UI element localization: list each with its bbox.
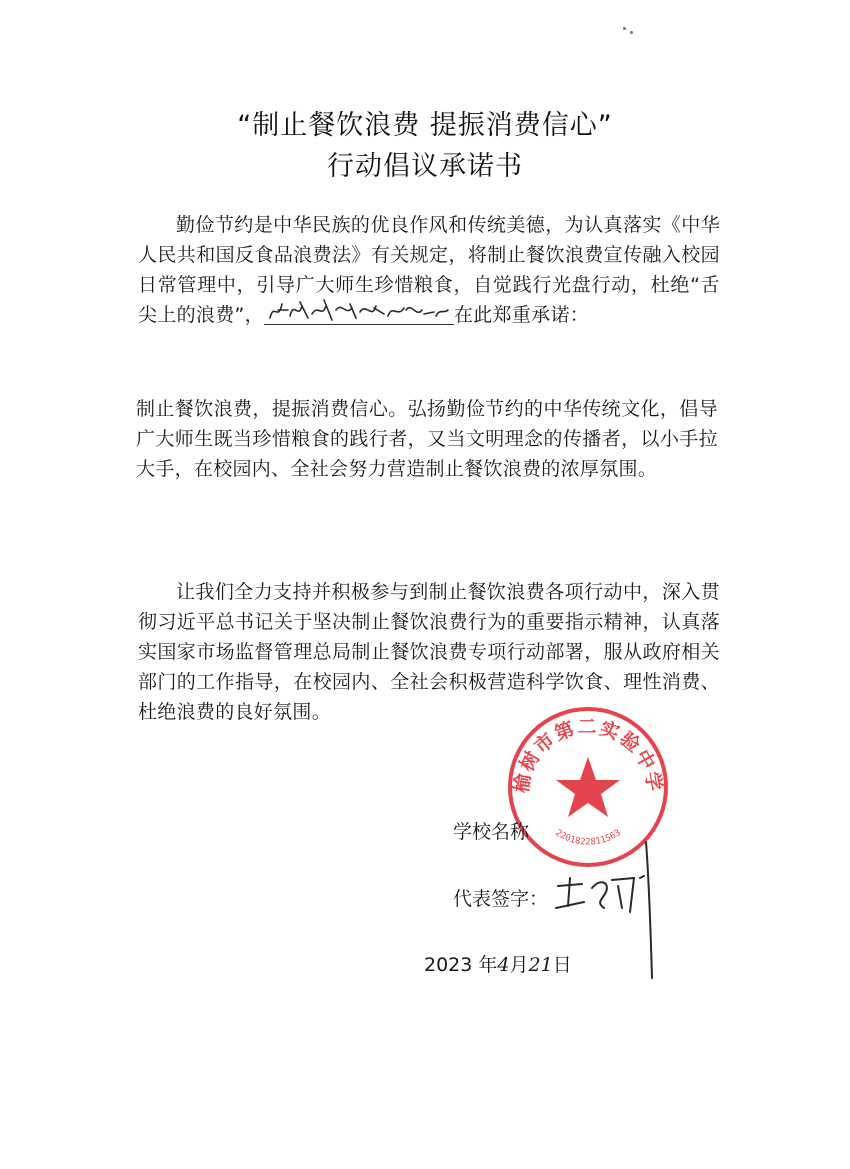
intro-text-end: 在此郑重承诺：: [453, 304, 590, 326]
handwriting-scribble: [264, 296, 454, 326]
date-month-unit: 月: [509, 954, 529, 976]
date-month: 4: [497, 954, 510, 976]
svg-text:2201822811563: 2201822811563: [553, 828, 623, 848]
date-day-unit: 日: [552, 954, 572, 976]
svg-text:榆树市第二实验中学: 榆树市第二实验中学: [510, 716, 666, 795]
scan-speck: [623, 27, 626, 30]
date-year: 2023 年: [424, 954, 498, 976]
document-title-line2: 行动倡议承诺书: [327, 151, 523, 182]
scan-speck: [630, 31, 633, 34]
date-day: 21: [528, 954, 553, 976]
paragraph-commitment: 制止餐饮浪费，提振消费信心。弘扬勤俭节约的中华传统文化，倡导广大师生既当珍惜粮食的践行者，又当文明理念的传播者，以小手拉大手，在校园内、全社会努力营造制止餐饮浪费的浓厚氛围。: [136, 398, 718, 480]
school-name-label: 学校名称: [453, 821, 530, 843]
paragraph-intro: [138, 210, 720, 330]
intro-text: 勤俭节约是中华民族的优良作风和传统美德，为认真落实《中华人民共和国反食品浪费法》有关规定，将制止餐饮浪费宣传融入校园日常管理中，引导广大师生珍惜粮食，自觉践行光盘行动，杜绝“舌尖上的浪费”，: [138, 214, 720, 326]
document-title-line1: “制止餐饮浪费 提振消费信心”: [237, 110, 613, 141]
handwritten-school-name: [264, 302, 454, 325]
paragraph-action: 让我们全力支持并积极参与到制止餐饮浪费各项行动中，深入贯彻习近平总书记关于坚决制止餐饮浪费行为的重要指示精神，认真落实国家市场监督管理总局制止餐饮浪费专项行动部署，服从政府相关部门的工作指导，在校园内、全社会积极营造科学饮食、理性消费、杜绝浪费的良好氛围。: [138, 581, 720, 723]
representative-signature-label: 代表签字：: [453, 888, 549, 910]
signing-date: [424, 950, 572, 977]
